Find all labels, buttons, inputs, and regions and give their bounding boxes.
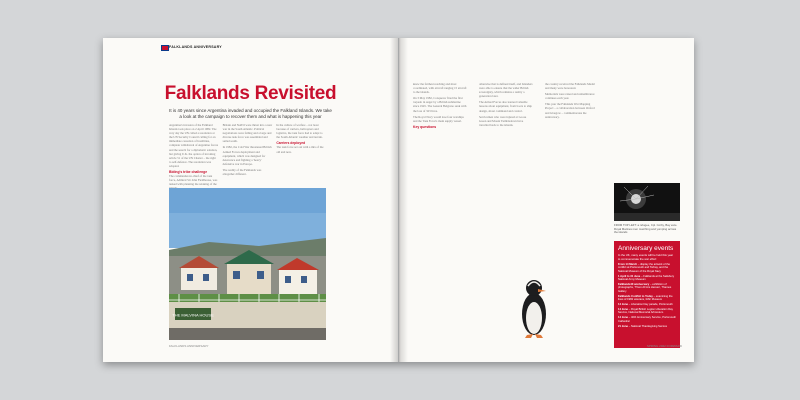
event-text: – exhibition of photographs, 'Them All Are Heroes', Thames Gallery — [618, 283, 672, 293]
paragraph: Servicemen who were injured at Goose Green and Mount Tumbledown have travelled back to the islands. — [479, 114, 527, 127]
photo-caption: FROM TOP LEFT: a refugee, Cpl. Corby, Bay estu- Royal Marines men marching and yomping across the islands — [614, 223, 678, 235]
body-column-1 — [169, 123, 219, 187]
event-text: – 40th Anniversary Service, Portsmouth Cathedral — [618, 316, 676, 323]
list-item — [618, 316, 676, 323]
magazine-spread — [103, 38, 694, 362]
body-columns — [169, 123, 326, 187]
event-date: 21 June — [618, 324, 629, 328]
list-item — [618, 263, 676, 273]
paragraph: The task force set out with a mix of the old and new. — [276, 145, 324, 154]
subhead: Key questions — [413, 124, 437, 129]
article-headline: Falklands Revisited — [164, 83, 337, 104]
shop-sign-text: THE MALVINA HOUSE — [172, 312, 214, 318]
event-text: – Liberation Day parade, Portsmouth — [628, 303, 673, 307]
right-page — [399, 38, 694, 362]
events-intro: In the UK, many events will be held this year to commemorate the war effort: — [618, 253, 674, 261]
body-column-6 — [545, 82, 599, 267]
subhead: Biding's tribe challenge — [169, 170, 208, 175]
night-battle-photo — [614, 183, 680, 221]
list-item — [618, 283, 676, 293]
list-item — [618, 325, 676, 328]
body-column-4 — [413, 82, 467, 352]
event-date: Falklands40 anniversary — [618, 283, 650, 287]
left-folio: FALKLANDS ANNIVERSARY — [169, 344, 209, 348]
paragraph: The Armed Forces also learned valuable lessons about equipment, from boots to ship design, about command and control. — [479, 100, 532, 113]
event-date: 1 April to 31 June — [618, 274, 641, 278]
event-text: – display the artwork of the conflict at Portsmouth and Torbay, and the National Museum of the Royal Navy — [618, 263, 670, 273]
paragraph: otherwise that is defined itself, and Islanders were able to ensure that the wider British sovereignty, which remains a reality a generation later. — [479, 82, 533, 99]
body-column-2 — [223, 123, 273, 183]
event-text: – examining the lives of 1982 veterans, RAF Museum — [618, 294, 673, 302]
events-title: Anniversary events — [618, 245, 674, 252]
paragraph: the country received the Falklands Medal and many were honoured. — [545, 82, 595, 91]
paragraph: The Royal Navy would lose four warships and the Task Force's main supply vessel. — [413, 114, 464, 123]
stanley-harbour-photo — [169, 188, 326, 340]
paragraph: In the culture of warfare – not least because of carriers, helicopters and logistics, the task force had to adapt to the South Atlantic weather and terrain. — [276, 123, 323, 140]
event-date: 14 June — [618, 303, 629, 307]
event-text: – Falklands at the Salisbury National Army Museum — [618, 274, 675, 282]
paragraph: Britain and NATO were thrust into a new war in the South Atlantic. Political negotiations were failing and a large and diverse task force was assembled and sailed south. — [222, 123, 273, 144]
paragraph: In 1982, the Cold War threatened British Armed Forces deployment and equipment, which was designed for deterrence and fighting a 'heavy' defensive war in Europe. — [222, 145, 272, 166]
paragraph: The reality of the Falklands was altogether different. — [222, 167, 262, 177]
paragraph: This year the Falklands War Mapping Project – a collaboration between Oxford and Glasgow – commemorates the anniversary. — [545, 102, 595, 119]
event-date: Falklands Conflict to Today — [618, 294, 653, 298]
left-page — [103, 38, 398, 362]
subhead: Carriers deployed — [276, 141, 306, 146]
list-item — [618, 275, 676, 282]
penguin-photo — [519, 276, 549, 338]
section-tag: FALKLANDS ANNIVERSARY — [169, 45, 222, 49]
union-flag-icon — [161, 45, 169, 51]
paragraph: Argentina's invasion of the Falkland Islands took place on 2 April 1982. The very day the UN called a resolution at the UN Security Council calling for an immediate cessation of hostilities, complete withdrawal of Argentine forces and the search for a diplomatic solution, but giving U.K. the option of invoking article 51 of the UN Charter – the right to self-defence. The resolution was adopted. — [169, 123, 219, 168]
article-standfirst: It is 40 years since Argentina invaded and occupied the Falkland Islands. We take a look at the campaign to recover them and what is happening this year — [169, 108, 332, 119]
paragraph: On 3 May 1982, Conqueror fired the first torpedo in anger by a British submarine since 1945. The General Belgrano sank with the loss of 323 lives. — [413, 96, 467, 113]
list-item — [618, 295, 676, 302]
paragraph: The commander-in-chief of the task force, Admiral Sir John Fieldhouse, was tasked with planning the retaking of the — [169, 174, 218, 187]
event-text: – Royal British Legion Liberation Day Service, National Memorial Arboretum — [618, 307, 673, 315]
anniversary-events-box — [614, 241, 680, 348]
event-text: – National Thanksgiving Service — [628, 324, 668, 328]
right-folio: SPRING 2022 FORWARD — [646, 344, 682, 348]
event-date: 14 June — [618, 316, 629, 320]
event-date: From 14 March — [618, 263, 638, 266]
event-date: 14 June — [618, 307, 629, 311]
list-item — [618, 308, 676, 315]
paragraph: knew the farthest reaching and most coordinated, with aircraft ranging 15 aircraft to the islands. — [413, 82, 467, 95]
events-list — [614, 263, 680, 328]
body-column-3 — [276, 123, 326, 183]
list-item — [618, 303, 676, 306]
paragraph: Memorials were raised and remembrance continues each year. — [545, 92, 595, 101]
